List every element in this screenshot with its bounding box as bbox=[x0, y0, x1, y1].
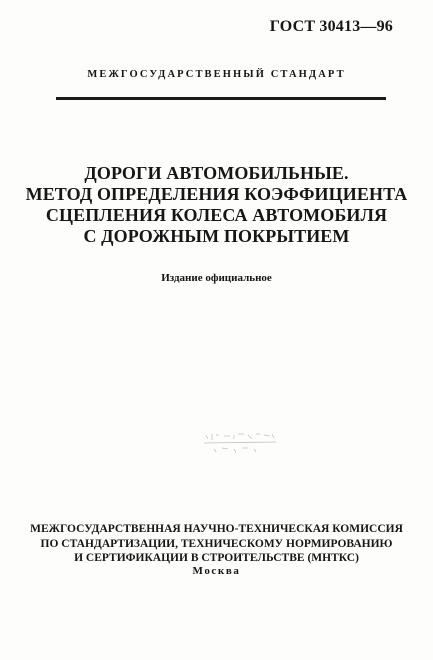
title-line: ДОРОГИ АВТОМОБИЛЬНЫЕ. bbox=[84, 163, 349, 183]
header-divider bbox=[56, 97, 386, 100]
standard-type-heading: МЕЖГОСУДАРСТВЕННЫЙ СТАНДАРТ bbox=[87, 69, 346, 80]
stamp-marks bbox=[204, 434, 276, 453]
commission-line: И СЕРТИФИКАЦИИ В СТРОИТЕЛЬСТВЕ (МНТКС) bbox=[74, 552, 359, 564]
issuing-commission bbox=[0, 522, 433, 566]
commission-line: ПО СТАНДАРТИЗАЦИИ, ТЕХНИЧЕСКОМУ НОРМИРОВАНИЮ bbox=[40, 537, 393, 550]
title-line: МЕТОД ОПРЕДЕЛЕНИЯ КОЭФФИЦИЕНТА bbox=[25, 184, 408, 204]
title-line: С ДОРОЖНЫМ ПОКРЫТИЕМ bbox=[83, 226, 350, 246]
title-line: СЦЕПЛЕНИЯ КОЛЕСА АВТОМОБИЛЯ bbox=[45, 205, 388, 225]
publication-city: Москва bbox=[192, 565, 241, 577]
library-stamp bbox=[200, 425, 280, 465]
edition-label: Издание официальное bbox=[161, 272, 272, 284]
document-title bbox=[0, 163, 433, 247]
commission-line: МЕЖГОСУДАРСТВЕННАЯ НАУЧНО-ТЕХНИЧЕСКАЯ КОМИССИЯ bbox=[30, 523, 403, 535]
gost-number: ГОСТ 30413—96 bbox=[269, 18, 393, 35]
